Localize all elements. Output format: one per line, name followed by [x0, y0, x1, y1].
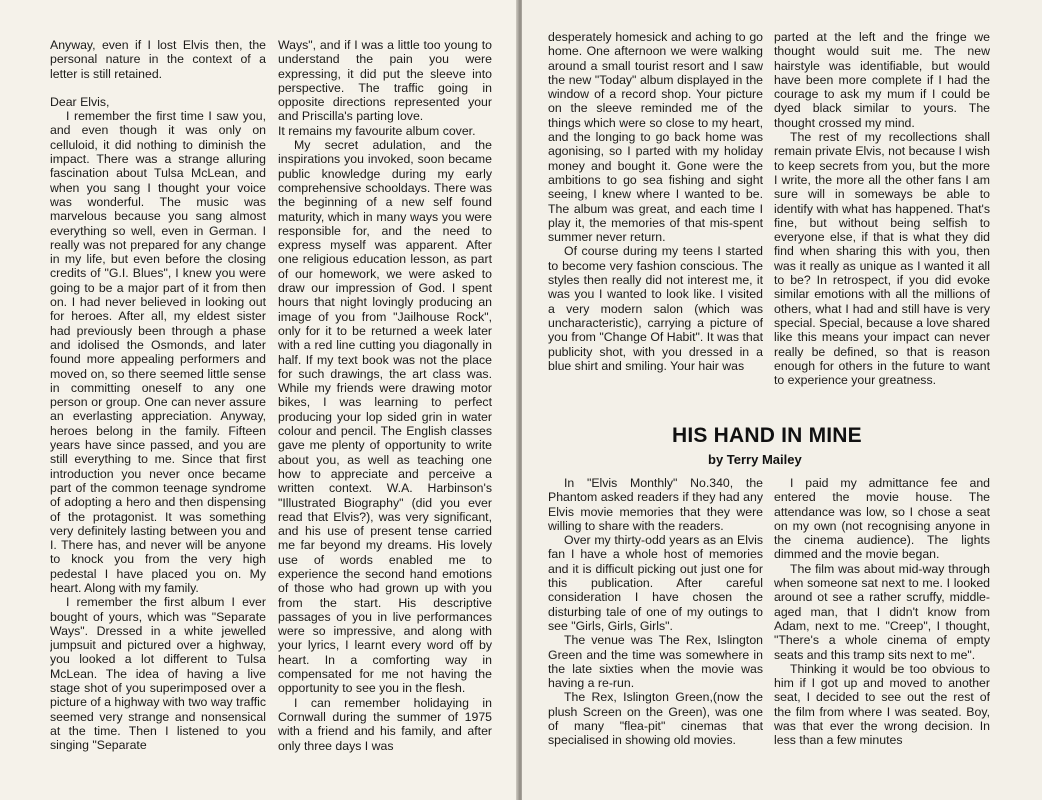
paragraph: The rest of my recollections shall remain private Elvis, not because I wish to keep secrets from you, but the more I write, the more all the other fans I am sure will in someways be able to identify with what has happened. That's fine, but without being selfish to everyone else, if that is what they did find when sharing this with you, then was it really as unique as I wanted it all to be? In retrospect, if you did evoke similar emotions with all the millions of others, what I had and still have is very special. Special, because a love shared like this means your impact can never really be defined, so that is reason enough for others in the future to want to experience your greatness. — [774, 130, 990, 388]
paragraph: My secret adulation, and the inspirations you invoked, soon became public knowledge during my early comprehensive schooldays. There was the beginning of a new self found maturity, which in many ways you were responsible for, and the need to express myself was apparent. After one religious education lesson, as part of our homework, we were asked to draw our impression of God. I spent hours that night lovingly producing an image of you from "Jailhouse Rock", only for it to be returned a week later with a red line cutting you diagonally in half. If my text book was not the place for such drawings, the art class was. While my friends were drawing motor bikes, I was learning to perfect producing your lop sided grin in water colour and pencil. The English classes gave me plenty of opportunity to write about you, as well as teaching one how to appreciate and perceive a written context. W.A. Harbinson's "Illustrated Biography" (did you ever read that Elvis?), was very significant, and his use of present tense carried me far beyond my dreams. His lovely use of words enabled me to experience the second hand emotions of those who had grown up with you from the start. His descriptive passages of you in live performances were so impressive, and along with your lyrics, I learnt every word off by heart. In a comforting way in compensated for me not having the opportunity to see you in the flesh. — [278, 138, 492, 696]
paragraph: parted at the left and the fringe we thought would suit me. The new hairstyle was identifiable, but would have been more complete if I had the courage to ask my mum if I could be dyed black similar to yours. The thought crossed my mind. — [774, 30, 990, 130]
article-byline: by Terry Mailey — [708, 452, 802, 467]
salutation: Dear Elvis, — [50, 94, 110, 109]
article-headline: HIS HAND IN MINE — [672, 424, 862, 447]
paragraph: I remember the first album I ever bought of yours, which was "Separate Ways". Dressed in a white jewelled jumpsuit and pictured over a highway, you looked a lot different to Tulsa McLean. The idea of having a live stage shot of you superimposed over a picture of a highway with two way traffic seemed very strange and nonsensical at the time. Then I listened to you singing "Separate — [50, 595, 266, 753]
left-column-2 — [278, 38, 492, 778]
paragraph: Thinking it would be too obvious to him if I got up and moved to another seat, I decided to see out the rest of the film from where I was seated. Boy, was that ever the wrong decision. In less than a few minutes — [774, 661, 990, 748]
left-column-1 — [50, 38, 266, 778]
left-page — [0, 0, 518, 800]
paragraph: In "Elvis Monthly" No.340, the Phantom asked readers if they had any Elvis movie memories that they were willing to share with the readers. — [548, 476, 763, 533]
paragraph: The Rex, Islington Green,(now the plush Screen on the Green), was one of many "flea-pit" cinemas that specialised in showing old movies. — [548, 690, 763, 748]
right-column-2 — [774, 30, 990, 410]
paragraph: The venue was The Rex, Islington Green and the time was somewhere in the late sixties when the movie was having a re-run. — [548, 633, 763, 691]
paragraph: Ways", and if I was a little too young to understand the pain you were expressing, it did put the sleeve into perspective. The traffic going in opposite directions represented your and Priscilla's parting love. — [278, 38, 492, 124]
right-column-4 — [774, 476, 990, 796]
right-column-3 — [548, 476, 763, 796]
paragraph: The film was about mid-way through when someone sat next to me. I looked around ot see a rather scruffy, middle-aged man, that I didn't know from Adam, next to me. "Creep", I thought, "There's a whole cinema of empty seats and this tramp sits next to me". — [774, 561, 990, 662]
right-page — [522, 0, 1042, 800]
paragraph: Anyway, even if I lost Elvis then, the personal nature in the context of a letter is still retained. — [50, 38, 266, 81]
paragraph: I paid my admittance fee and entered the movie house. The attendance was low, so I chose a seat on my own (not recognising anyone in the cinema audience). The lights dimmed and the movie began. — [774, 476, 990, 562]
paragraph: desperately homesick and aching to go home. One afternoon we were walking around a small tourist resort and I saw the new "Today" album displayed in the window of a record shop. Your picture on the sleeve reminded me of the things which were so close to my heart, and the longing to go back home was agonising, so I parted with my holiday money and bought it. Gone were the ambitions to go sea fishing and sight seeing, I knew where I wanted to be. The album was great, and each time I play it, the memories of that mis-spent summer never return. — [548, 30, 763, 245]
paragraph: I remember the first time I saw you, and even though it was only on celluloid, it did nothing to diminish the impact. There was a strange alluring fascination about Tulsa McLean, and when you sang I thought your voice was wonderful. The music was marvelous because you sang almost everything so well, even in German. I really was not prepared for any change in my life, but even before the closing credits of "G.I. Blues", I knew you were going to be a major part of it from then on. I had never believed in looking out for heroes. After all, my eldest sister had previously been through a phase and idolised the Osmonds, and later found more appealing performers and moved on, so there seemed little sense in committing oneself to any one person or group. One can never assure an everlasting appreciation. Anyway, heroes belong in the family. Fifteen years have since passed, and you are still everything to me. Since that first introduction you never once became part of the common teenage syndrome of adopting a hero and then dispensing of the protagonist. It was something very definitely lasting between you and I. There has, and never will be anyone to knock you from the very high pedestal I have placed you on. My heart. Along with my family. — [50, 109, 266, 595]
paragraph: Over my thirty-odd years as an Elvis fan I have a whole host of memories and it is difficult picking out just one for this publication. After careful consideration I have chosen the disturbing tale of one of my outings to see "Girls, Girls, Girls". — [548, 533, 763, 633]
paragraph: It remains my favourite album cover. — [278, 123, 476, 138]
right-column-1 — [548, 30, 763, 410]
paragraph: I can remember holidaying in Cornwall during the summer of 1975 with a friend and his family, and after only three days I was — [278, 695, 492, 753]
paragraph: Of course during my teens I started to become very fashion conscious. The styles then really did not interest me, it was you I wanted to look like. I visited a very modern salon (which was uncharacteristic), carrying a picture of you from "Change Of Habit". It was that publicity shot, with you dressed in a blue shirt and smiling. Your hair was — [548, 244, 763, 373]
